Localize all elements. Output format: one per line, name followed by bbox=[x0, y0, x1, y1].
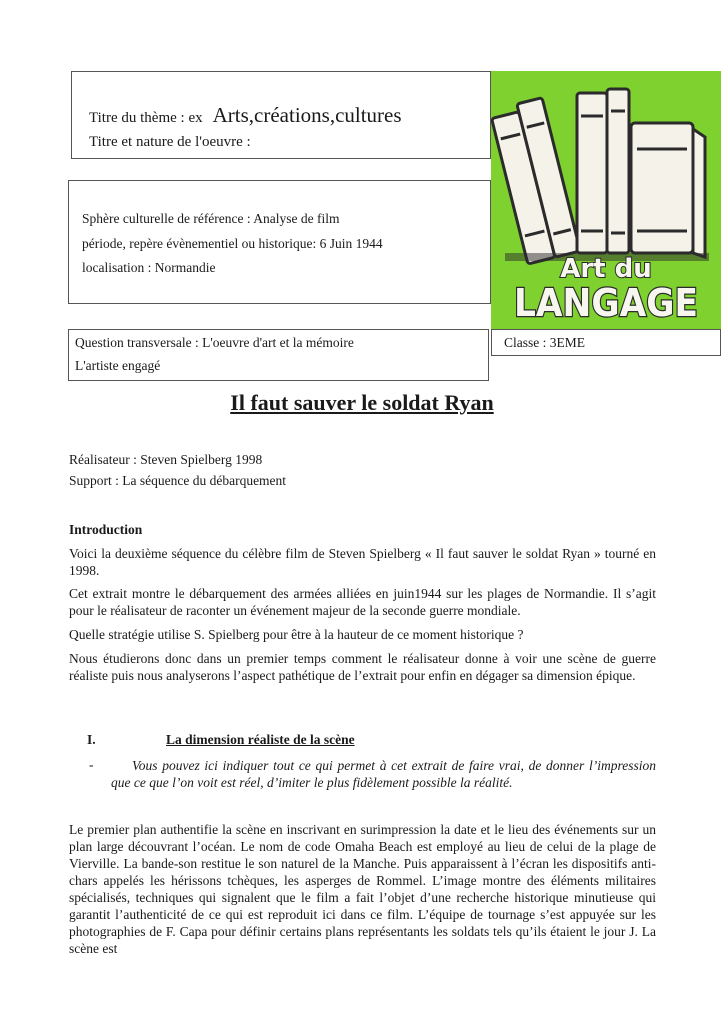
intro-paragraph-2: Cet extrait montre le débarquement des armées alliées en juin1944 sur les plages de Normandie. Il s’agit pour le réalisateur de raconter un événement majeur de la seconde guerre mondiale. bbox=[69, 586, 656, 618]
work-title-label: Titre et nature de l'oeuvre : bbox=[89, 134, 251, 150]
sphere-line-2: période, repère évènementiel ou historique: 6 Juin 1944 bbox=[82, 236, 383, 251]
art-du-langage-logo bbox=[491, 71, 721, 330]
intro-heading: Introduction bbox=[69, 522, 143, 537]
classe-box bbox=[491, 329, 721, 356]
intro-paragraph-4: Nous étudierons donc dans un premier temps comment le réalisateur donne à voir une scène de guerre réaliste puis nous analyserons l’aspect pathétique de l’extrait pour enfin en dégager sa dimension épique. bbox=[69, 651, 656, 683]
section-dash: - bbox=[89, 757, 94, 772]
theme-value: Arts,créations,cultures bbox=[212, 103, 402, 127]
question-line-1: Question transversale : L'oeuvre d'art et la mémoire bbox=[75, 335, 354, 350]
section-body: Le premier plan authentifie la scène en inscrivant en surimpression la date et le lieu des événements sur un plan large découvrant l’océan. Le nom de code Omaha Beach est employé au lieu de celui de la plage de Vierville. La bande-son restitue le son naturel de la Manche. Puis apparaissent à l’écran les dispositifs anti-chars appelés les hérissons tchèques, les asperges de Rommel. L’image montre des éléments militaires spécialisés, techniques qui signalent que le film a fait l’objet d’une recherche historique minutieuse qui garantit l’authenticité de ce qui est reproduit ici dans ce film. L’équipe de tournage s’est appuyée sur les photographies de F. Capa pour définir certains plans représentants les soldats tels qu’ils étaient le jour J. La scène est bbox=[69, 822, 656, 956]
page-title: Il faut sauver le soldat Ryan bbox=[230, 390, 494, 415]
theme-box bbox=[71, 71, 491, 159]
sphere-box bbox=[68, 180, 491, 304]
support-line: Support : La séquence du débarquement bbox=[69, 473, 287, 488]
question-box bbox=[68, 329, 489, 381]
theme-label: Titre du thème : ex bbox=[89, 110, 203, 126]
classe-label: Classe : 3EME bbox=[504, 335, 585, 350]
question-line-2: L'artiste engagé bbox=[75, 358, 161, 373]
section-number: I. bbox=[87, 732, 96, 747]
section-title: La dimension réaliste de la scène bbox=[166, 732, 355, 747]
sphere-line-1: Sphère culturelle de référence : Analyse de film bbox=[82, 211, 340, 226]
section-note: Vous pouvez ici indiquer tout ce qui permet à cet extrait de faire vrai, de donner l’impression que ce que l’on voit est réel, d’imiter le plus fidèlement possible la réalité. bbox=[111, 758, 656, 790]
logo-line2: LANGAGE bbox=[514, 281, 698, 325]
books-icon bbox=[491, 71, 721, 330]
sphere-line-3: localisation : Normandie bbox=[82, 260, 216, 275]
intro-paragraph-3: Quelle stratégie utilise S. Spielberg pour être à la hauteur de ce moment historique ? bbox=[69, 627, 524, 642]
theme-line bbox=[89, 103, 402, 128]
director-line: Réalisateur : Steven Spielberg 1998 bbox=[69, 452, 263, 467]
intro-paragraph-1: Voici la deuxième séquence du célèbre film de Steven Spielberg « Il faut sauver le soldat Ryan » tourné en 1998. bbox=[69, 546, 656, 578]
logo-line1: Art du bbox=[560, 254, 652, 284]
